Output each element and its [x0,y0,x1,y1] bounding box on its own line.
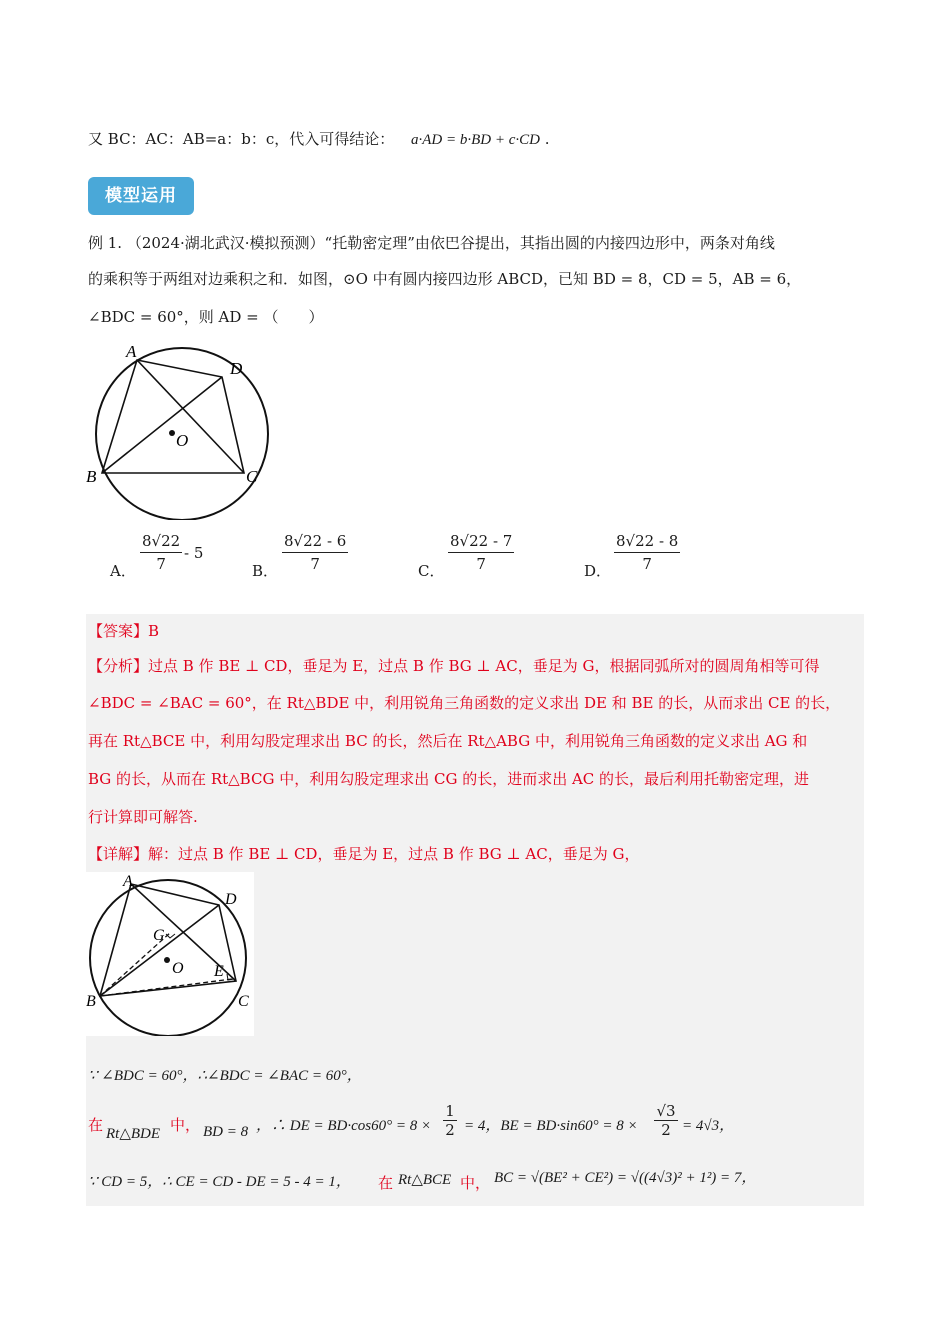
diagonal-bd [102,377,222,473]
answer-line: 【答案】B [88,622,160,640]
intro-end: . [544,130,550,148]
option-d-den: 7 [642,555,652,573]
option-b[interactable] [252,532,372,580]
detail-line-1: 【详解】解：过点 B 作 BE ⊥ CD，垂足为 E，过点 B 作 BG ⊥ AC，垂足为 G， [88,845,640,863]
fig2-label-c: C [238,993,249,1010]
step-3-zhong: 中， [460,1174,491,1192]
label-b: B [86,467,97,486]
option-c-fraction [448,532,514,573]
option-a-num: 8√22 [140,532,182,553]
option-c-label: C． [418,562,445,580]
option-a[interactable] [110,532,230,580]
step-2-zhong: 中， [170,1116,201,1134]
step-2-frac-half [443,1102,457,1139]
step-2-bd: BD = 8 [203,1124,249,1140]
question-line-1: 例 1. （2024·湖北武汉·模拟预测）“托勒密定理”由依巴谷提出，其指出圆的内接四边形中，两条对角线 [88,234,775,252]
step-2-frac-sqrt3-den: 2 [661,1121,671,1139]
analysis-line-4: BG 的长，从而在 Rt△BCG 中，利用勾股定理求出 CG 的长，进而求出 AC 的长，最后利用托勒密定理，进 [88,770,810,788]
intro-text: 又 BC：AC：AB=a：b：c，代入可得结论： [88,130,395,148]
step-2-frac-half-num: 1 [443,1102,457,1121]
step-2-triangle: Rt△BDE [106,1126,161,1142]
step-2-in: 在 [88,1116,104,1134]
option-c[interactable] [418,532,538,580]
step-2-de: ，∴ DE = BD·cos60° = 8 × [256,1118,432,1134]
option-b-num: 8√22 - 6 [282,532,348,553]
option-b-den: 7 [310,555,320,573]
option-c-num: 8√22 - 7 [448,532,514,553]
step-3-ce: ∵ CD = 5，∴ CE = CD - DE = 5 - 4 = 1， [88,1174,351,1190]
label-d: D [230,359,243,378]
intro-formula: a·AD = b·BD + c·CD [411,132,540,148]
question-line-3: ∠BDC = 60°，则 AD = （ ） [88,308,324,326]
step-3-triangle: Rt△BCE [398,1172,452,1188]
step-3-bc: BC = √(BE² + CE²) = √((4√3)² + 1²) = 7， [494,1170,757,1186]
figure-1-circle-diagram [84,340,284,520]
option-b-label: B． [252,562,279,580]
analysis-line-5: 行计算即可解答. [88,808,198,826]
option-a-tail: - 5 [184,544,204,562]
step-1 [88,1064,362,1085]
center-dot [169,430,175,436]
step-3 [88,1162,858,1196]
analysis-line-2: ∠BDC = ∠BAC = 60°，在 Rt△BDE 中，利用锐角三角函数的定义求出 DE 和 BE 的长，从而求出 CE 的长， [88,694,841,712]
option-a-label: A． [110,562,136,580]
option-c-den: 7 [476,555,486,573]
label-a: A [126,342,137,361]
step-2-frac-sqrt3 [654,1102,678,1139]
fig2-label-b: B [86,993,96,1010]
fig2-label-a: A [123,873,133,890]
option-d-fraction [614,532,680,573]
label-c: C [246,467,258,486]
step-2-frac-sqrt3-num: √3 [654,1102,678,1121]
option-d[interactable] [584,532,704,580]
fig2-label-g: G [153,927,165,944]
step-3-in: 在 [378,1174,394,1192]
label-o: O [176,431,189,450]
intro-line [88,128,550,149]
fig2-label-e: E [214,963,224,980]
step-1-text: ∵ ∠BDC = 60°，∴∠BDC = ∠BAC = 60°， [88,1068,362,1084]
analysis-line-1: 【分析】过点 B 作 BE ⊥ CD，垂足为 E，过点 B 作 BG ⊥ AC，垂足为 G，根据同弧所对的圆周角相等可得 [88,657,820,675]
diagonal-ac [137,360,244,473]
step-2 [88,1100,858,1148]
fig2-label-d: D [225,891,237,908]
step-2-result: = 4√3， [682,1118,735,1134]
option-d-num: 8√22 - 8 [614,532,680,553]
step-2-be: = 4，BE = BD·sin60° = 8 × [464,1118,638,1134]
section-badge: 模型运用 [88,177,194,215]
fig2-label-o: O [172,960,184,977]
question-line-2: 的乘积等于两组对边乘积之和．如图，⊙O 中有圆内接四边形 ABCD，已知 BD = 8，CD = 5，AB = 6， [88,270,802,288]
option-b-fraction [282,532,348,573]
analysis-line-3: 再在 Rt△BCE 中，利用勾股定理求出 BC 的长，然后在 Rt△ABG 中，利用锐角三角函数的定义求出 AG 和 [88,732,808,750]
option-d-label: D． [584,562,612,580]
figure-2-circle-diagram [86,872,254,1036]
step-2-frac-half-den: 2 [445,1121,455,1139]
option-a-fraction [140,532,182,573]
option-a-den: 7 [156,555,166,573]
